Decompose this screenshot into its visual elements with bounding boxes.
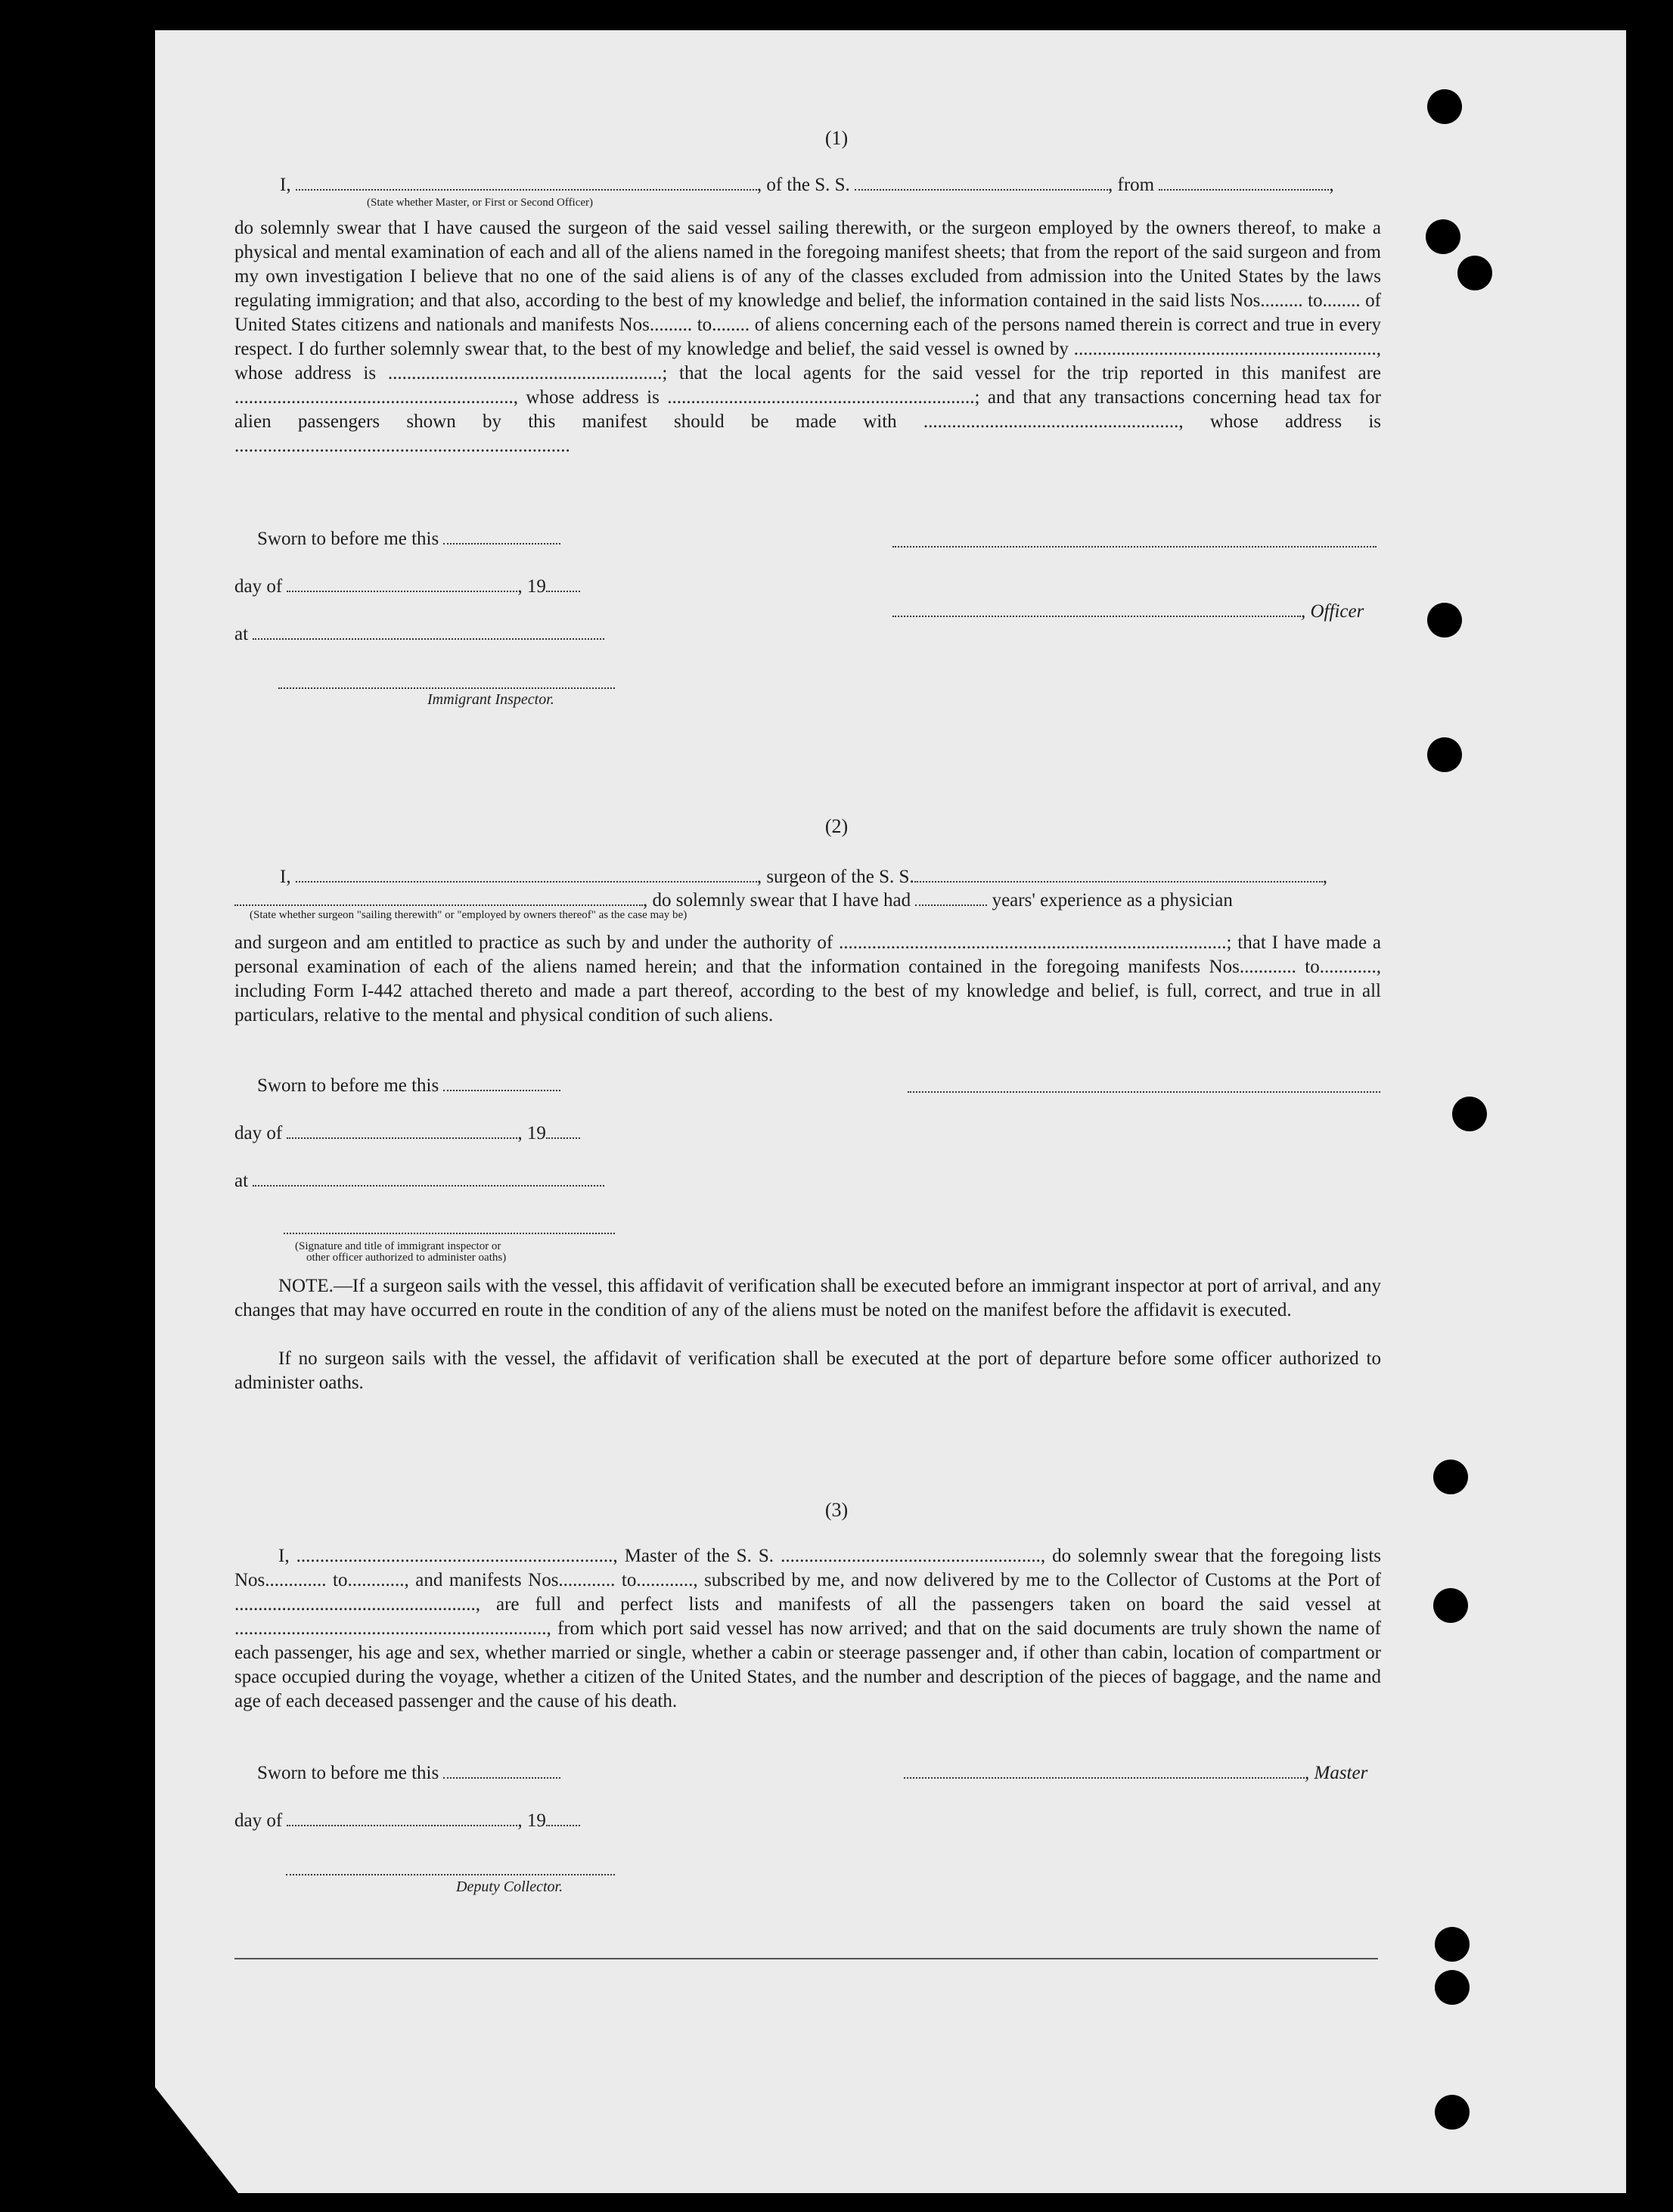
from-blank bbox=[1159, 172, 1329, 191]
section-2-note: (State whether surgeon "sailing therewith" or "employed by owners thereof" as the case may be) bbox=[250, 909, 688, 921]
blank bbox=[443, 526, 560, 544]
blank bbox=[904, 1761, 1305, 1779]
note-text: —If a surgeon sails with the vessel, this affidavit of verification shall be executed before an immigrant inspector at port of arrival, and any changes that may have occurred en route in the condition of any of the aliens must be noted on the manifest before the affidavit is executed. bbox=[234, 1276, 1381, 1320]
text: , do solemnly swear that I have had bbox=[643, 890, 911, 911]
blank bbox=[287, 574, 517, 592]
blank bbox=[546, 1808, 580, 1826]
section-1-line-1 bbox=[280, 172, 1334, 196]
binder-hole bbox=[1426, 219, 1460, 254]
section-2-line-2 bbox=[234, 888, 1233, 911]
signature-line bbox=[892, 546, 1377, 548]
blank bbox=[546, 1121, 580, 1139]
text: day of bbox=[234, 1123, 283, 1143]
text: , surgeon of the S. S. bbox=[756, 867, 914, 887]
blank bbox=[287, 1121, 517, 1139]
blank bbox=[443, 1761, 560, 1779]
text: , bbox=[1322, 867, 1327, 887]
section-2-sig-note-2: other officer authorized to administer oaths) bbox=[306, 1252, 507, 1264]
section-2-heading: (2) bbox=[824, 815, 849, 837]
signature-line bbox=[284, 1233, 615, 1234]
vessel-blank bbox=[914, 864, 1323, 883]
binder-hole bbox=[1433, 1588, 1468, 1623]
blank bbox=[915, 888, 987, 906]
section-1-body: do solemnly swear that I have caused the surgeon of the said vessel sailing therewith, or the surgeon employed by the owners thereof, to make a physical and mental examination of each and all of the aliens named in the foregoing manifest sheets; that from the report of the said surgeon and from my own investigation I believe that no one of the said aliens is of any of the classes excluded from admission into the United States by the laws regulating immigration; and that also, according to the best of my knowledge and belief, the information contained in the said lists Nos......... to........ of United States citizens and nationals and manifests Nos......... to........ of aliens concerning each of the persons named therein is correct and true in every respect. I do further solemnly swear that, to the best of my knowledge and belief, the said vessel is owned by ................................................................, whose address is ..........................................................; that the local agents for the said vessel for the trip reported in this manifest are ..........................................................., whose address is .................................................................; and that any transactions concerning head tax for alien passengers shown by this manifest should be made with ......................................................, whose address is ....................................................................... bbox=[234, 218, 1381, 456]
blank bbox=[234, 888, 643, 906]
blank bbox=[546, 574, 580, 592]
text: at bbox=[234, 624, 249, 644]
text: , 19 bbox=[517, 576, 546, 597]
section-1-sworn bbox=[257, 526, 560, 550]
section-2-sig-note-1: (Signature and title of immigrant inspector or bbox=[295, 1240, 501, 1252]
section-1-note: (State whether Master, or First or Second Officer) bbox=[367, 197, 594, 209]
section-1-day bbox=[234, 574, 580, 597]
text: Sworn to before me this bbox=[257, 529, 439, 549]
binder-hole bbox=[1435, 1927, 1470, 1962]
section-3-collector: Deputy Collector. bbox=[456, 1878, 563, 1895]
blank bbox=[443, 1073, 560, 1091]
binder-hole bbox=[1452, 1097, 1487, 1131]
section-2-note-block bbox=[234, 1274, 1381, 1323]
section-1-inspector: Immigrant Inspector. bbox=[427, 691, 554, 708]
section-1-heading: (1) bbox=[824, 127, 849, 149]
text: at bbox=[234, 1171, 249, 1191]
note-label: NOTE. bbox=[278, 1276, 334, 1296]
section-3-day bbox=[234, 1808, 580, 1832]
blank bbox=[253, 622, 604, 640]
text: years' experience as a physician bbox=[992, 890, 1233, 911]
binder-hole bbox=[1435, 2095, 1470, 2130]
binder-hole bbox=[1457, 256, 1492, 290]
binder-hole bbox=[1427, 89, 1462, 124]
bottom-rule bbox=[234, 1958, 1378, 1959]
text: I, bbox=[280, 867, 291, 887]
text: Sworn to before me this bbox=[257, 1763, 439, 1783]
text: , 19 bbox=[517, 1123, 546, 1143]
blank bbox=[287, 1808, 517, 1826]
section-3-body: I, ..................................................................., Master of the S. S. ......................................................., do solemnly swear that the foregoing lists Nos............. to............, and manifests Nos............ to............, subscribed by me, and now delivered by me to the Collector of Customs at the Port of ..................................................., are full and perfect lists and manifests of all the passengers taken on board the said vessel at .................................................................., from which port said vessel has now arrived; and that on the said documents are truly shown the name of each passenger, his age and sex, whether married or single, whether a cabin or steerage passenger and, if other than cabin, location of compartment or space occupied during the voyage, whether a citizen of the United States, and the number and description of the pieces of baggage, and the name and age of each deceased passenger and the cause of his death. bbox=[234, 1546, 1381, 1711]
section-1-at bbox=[234, 622, 604, 645]
blank bbox=[892, 599, 1301, 617]
section-2-at bbox=[234, 1168, 604, 1192]
signature-line bbox=[286, 1874, 615, 1875]
text: , Master bbox=[1305, 1763, 1368, 1783]
text: I, bbox=[280, 175, 291, 195]
text: day of bbox=[234, 1810, 283, 1831]
section-2-line-1 bbox=[280, 864, 1327, 888]
section-3-heading: (3) bbox=[824, 1499, 849, 1521]
text: , from bbox=[1108, 175, 1155, 195]
section-1-officer bbox=[892, 599, 1364, 622]
section-2-note-block-2: If no surgeon sails with the vessel, the affidavit of verification shall be executed at the port of departure before some officer authorized to administer oaths. bbox=[234, 1348, 1381, 1393]
vessel-blank bbox=[855, 172, 1108, 191]
name-blank bbox=[296, 864, 757, 883]
section-3-sworn bbox=[257, 1761, 560, 1784]
section-2-body: and surgeon and am entitled to practice as such by and under the authority of ..................................................................................; that I have made a personal examination of each of the aliens named herein; and that the information contained in the foregoing manifests Nos............ to............, including Form I-442 attached thereto and made a part thereof, according to the best of my knowledge and belief, is full, correct, and true in all particulars, relative to the mental and physical condition of such aliens. bbox=[234, 932, 1381, 1025]
section-2-sworn bbox=[257, 1073, 560, 1097]
binder-hole bbox=[1435, 1970, 1470, 2005]
name-blank bbox=[296, 172, 757, 191]
section-2-day bbox=[234, 1121, 580, 1144]
text: , 19 bbox=[517, 1810, 546, 1831]
text: , bbox=[1329, 175, 1334, 195]
section-3-master bbox=[904, 1761, 1367, 1784]
binder-hole bbox=[1427, 737, 1462, 772]
binder-hole bbox=[1433, 1460, 1468, 1494]
text: , Officer bbox=[1301, 601, 1364, 622]
signature-line bbox=[908, 1091, 1380, 1093]
text: Sworn to before me this bbox=[257, 1075, 439, 1096]
blank bbox=[253, 1168, 604, 1187]
text: day of bbox=[234, 576, 283, 597]
signature-line bbox=[278, 687, 615, 689]
binder-hole bbox=[1427, 603, 1462, 638]
text: , of the S. S. bbox=[756, 175, 850, 195]
